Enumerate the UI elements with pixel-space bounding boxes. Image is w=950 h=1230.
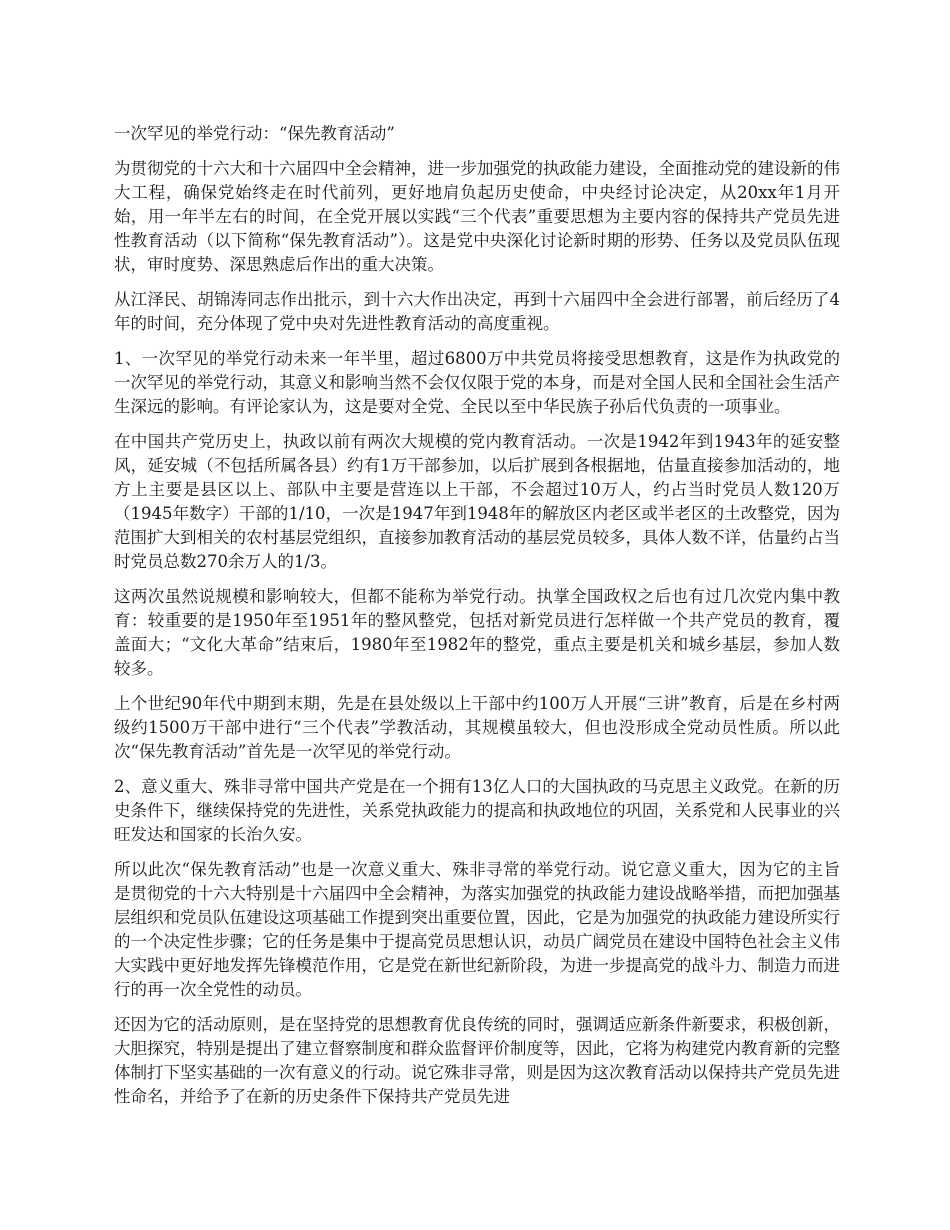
paragraph-4: 在中国共产党历史上，执政以前有两次大规模的党内教育活动。一次是1942年到1943年的延安整风，延安城（不包括所属各县）约有1万干部参加，以后扩展到各根据地，估量直接参加活动的，地方上主要是县区以上、部队中主要是营连以上干部，不会超过10万人，约占当时党员人数120万（1945年数字）干部的1/10，一次是1947年到1948年的解放区内老区或半老区的土改整党，因为范围扩大到相关的农村基层党组织，直接参加教育活动的基层党员较多，具体人数不详，估量约占当时党员总数270余万人的1/3。 — [114, 432, 840, 571]
paragraph-9: 还因为它的活动原则，是在坚持党的思想教育优良传统的同时，强调适应新条件新要求，积极创新，大胆探究，特别是提出了建立督察制度和群众监督评价制度等，因此，它将为构建党内教育新的完整体制打下坚实基础的一次有意义的行动。说它殊非寻常，则是因为这次教育活动以保持共产党员先进性命名，并给予了在新的历史条件下保持共产党员先进 — [114, 1015, 840, 1106]
document-title: 一次罕见的举党行动：“保先教育活动” — [114, 124, 395, 143]
paragraph-8: 所以此次“保先教育活动”也是一次意义重大、殊非寻常的举党行动。说它意义重大，因为它的主旨是贯彻党的十六大特别是十六届四中全会精神，为落实加强党的执政能力建设战略举措，而把加强基层组织和党员队伍建设这项基础工作提到突出重要位置，因此，它是为加强党的执政能力建设所实行的一个决定性步骤；它的任务是集中于提高党员思想认识，动员广阔党员在建设中国特色社会主义伟大实践中更好地发挥先锋模范作用，它是党在新世纪新阶段，为进一步提高党的战斗力、制造力而进行的再一次全党性的动员。 — [114, 860, 840, 999]
paragraph-7: 2、意义重大、殊非寻常中国共产党是在一个拥有13亿人口的大国执政的马克思主义政党。在新的历史条件下，继续保持党的先进性，关系党执政能力的提高和执政地位的巩固，关系党和人民事业的兴旺发达和国家的长治久安。 — [114, 777, 840, 844]
document-page — [114, 122, 840, 1120]
paragraph-5: 这两次虽然说规模和影响较大，但都不能称为举党行动。执掌全国政权之后也有过几次党内集中教育：较重要的是1950年至1951年的整风整党，包括对新党员进行怎样做一个共产党员的教育，覆盖面大；“文化大革命”结束后，1980年至1982年的整党，重点主要是机关和城乡基层，参加人数较多。 — [114, 587, 840, 678]
paragraph-3: 1、一次罕见的举党行动未来一年半里，超过6800万中共党员将接受思想教育，这是作为执政党的一次罕见的举党行动，其意义和影响当然不会仅仅限于党的本身，而是对全国人民和全国社会生活产生深远的影响。有评论家认为，这是要对全党、全民以至中华民族子孙后代负责的一项事业。 — [114, 349, 840, 416]
paragraph-6: 上个世纪90年代中期到末期，先是在县处级以上干部中约100万人开展“三讲”教育，后是在乡村两级约1500万干部中进行“三个代表”学教活动，其规模虽较大，但也没形成全党动员性质。所以此次“保先教育活动”首先是一次罕见的举党行动。 — [114, 694, 840, 761]
paragraph-1: 为贯彻党的十六大和十六届四中全会精神，进一步加强党的执政能力建设，全面推动党的建设新的伟大工程，确保党始终走在时代前列，更好地肩负起历史使命，中央经讨论决定，从20xx年1月开始，用一年半左右的时间，在全党开展以实践“三个代表”重要思想为主要内容的保持共产党员先进性教育活动（以下简称“保先教育活动”）。这是党中央深化讨论新时期的形势、任务以及党员队伍现状，审时度势、深思熟虑后作出的重大决策。 — [114, 159, 840, 274]
paragraph-2: 从江泽民、胡锦涛同志作出批示，到十六大作出决定，再到十六届四中全会进行部署，前后经历了4年的时间，充分体现了党中央对先进性教育活动的高度重视。 — [114, 290, 840, 333]
